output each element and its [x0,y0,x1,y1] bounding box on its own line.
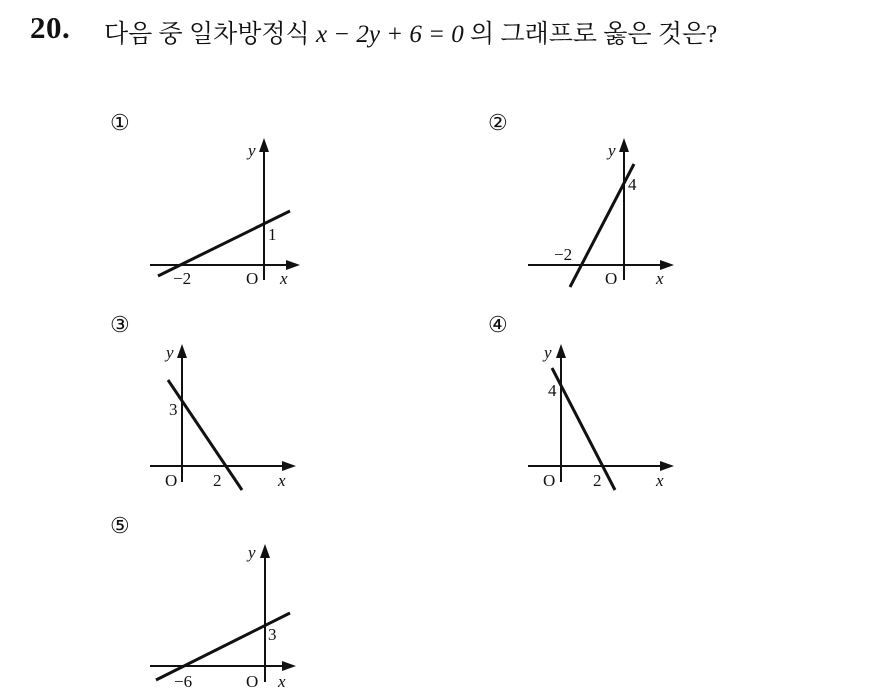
y-intercept-label: 3 [268,625,277,644]
x-axis-arrow [286,260,300,270]
y-axis-label: y [248,543,256,562]
x-axis-label: x [278,672,286,691]
origin-label: O [165,471,178,490]
x-intercept-label: −6 [174,672,193,691]
question-suffix: 의 그래프로 옳은 것은? [470,21,718,48]
choice-5-label[interactable]: ⑤ [110,513,130,538]
y-axis-arrow [619,138,629,152]
choice-3-label[interactable]: ③ [110,312,130,337]
choice-1-graph[interactable] [140,130,310,295]
x-axis-label: x [278,471,286,490]
question-text [104,14,717,50]
y-intercept-label: 4 [628,175,637,194]
origin-label: O [246,672,259,691]
graph-line [156,613,290,680]
y-intercept-label: 1 [268,225,277,244]
question-prefix: 다음 중 일차방정식 [104,21,310,48]
choice-3-graph[interactable] [140,330,310,495]
choice-2-graph[interactable] [518,130,688,295]
choice-1-label[interactable]: ① [110,110,130,135]
y-axis-label: y [544,343,552,362]
y-intercept-label: 3 [169,400,178,419]
x-axis-label: x [280,269,288,288]
origin-label: O [246,269,259,288]
choice-4-label[interactable]: ④ [488,312,508,337]
question-number: 20. [30,10,71,45]
y-intercept-label: 4 [548,381,557,400]
x-intercept-label: 2 [593,471,602,490]
origin-label: O [605,269,618,288]
y-axis-arrow [260,544,270,558]
x-intercept-label: −2 [554,245,573,264]
choice-2-label[interactable]: ② [488,110,508,135]
y-axis-arrow [556,344,566,358]
x-axis-label: x [656,471,664,490]
x-axis-label: x [656,269,664,288]
y-axis-label: y [248,141,256,160]
x-axis-arrow [282,661,296,671]
choice-4-graph[interactable] [518,330,688,495]
y-axis-label: y [608,141,616,160]
graph-line [168,380,242,490]
x-intercept-label: 2 [213,471,222,490]
x-axis-arrow [282,461,296,471]
y-axis-arrow [259,138,269,152]
question-equation: x − 2y + 6 = 0 [315,21,464,48]
x-intercept-label: −2 [173,269,192,288]
x-axis-arrow [660,461,674,471]
y-axis-label: y [166,343,174,362]
choice-5-graph[interactable] [140,530,310,697]
origin-label: O [543,471,556,490]
y-axis-arrow [177,344,187,358]
